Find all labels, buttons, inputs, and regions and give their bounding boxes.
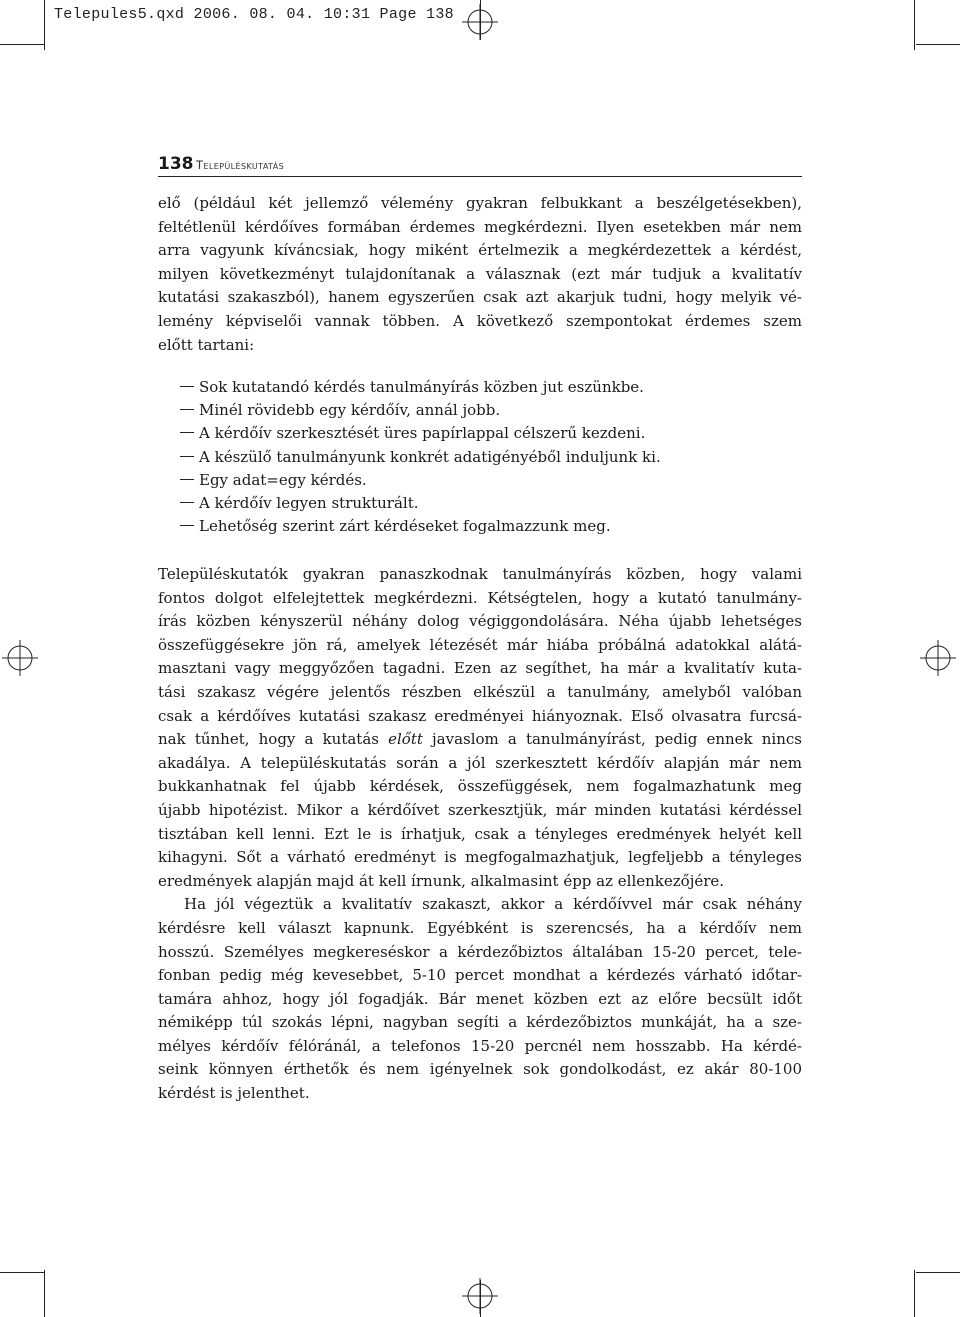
emphasis-text: előtt [388,730,423,749]
crop-mark [916,1272,960,1273]
dash-icon [180,525,194,526]
header-rule [158,176,802,177]
text-line: előtt tartani: [158,335,255,354]
text-line: hosszú. Személyes megkereséskor a kérdezőbiztos általában 15-20 percet, tele- [158,942,802,961]
text-line: tisztában kell lenni. Ezt le is írhatjuk, csak a tényleges eredmények helyét kell [158,824,802,843]
text-line: újabb hipotézist. Mikor a kérdőívet szerkesztjük, már minden kutatási kérdéssel [158,800,802,819]
text-line: csak a kérdőíves kutatási szakasz eredményei hiányoznak. Első olvasatra furcsá- [158,706,802,725]
text-line: kihagyni. Sőt a várható eredményt is megfogalmazhatjuk, legfeljebb a tényleges [158,848,802,867]
text-line: kérdésre kell választ kapnunk. Egyébként is szerencsés, ha a kérdőív nem [158,918,802,937]
text-line: tamára ahhoz, hogy jól fogadják. Bár menet közben ezt az előre becsült időt [158,989,802,1008]
text-line: seink könnyen érthetők és nem igényelnek sok gondolkodást, ez akár 80-100 [158,1060,802,1079]
dash-icon [180,502,194,503]
dash-icon [180,479,194,480]
dash-icon [180,456,194,457]
list-item-text: A készülő tanulmányunk konkrét adatigényéből induljunk ki. [199,447,661,466]
crop-mark [916,44,960,45]
list-item [180,471,661,494]
text-line: fontos dolgot elfelejtettek megkérdezni. Kétségtelen, hogy a kutató tanulmány- [158,588,802,607]
crop-mark [0,44,44,45]
text-line: Ha jól végeztük a kvalitatív szakaszt, akkor a kérdőívvel már csak néhány [184,895,802,914]
list-item-text: Sok kutatandó kérdés tanulmányírás közben jut eszünkbe. [199,378,644,396]
text-line: kutatási szakaszból), hanem egyszerűen csak azt akarjuk tudni, hogy melyik vé- [158,288,802,307]
list-item-text: Minél rövidebb egy kérdőív, annál jobb. [199,401,501,420]
list-item-text: A kérdőív szerkesztését üres papírlappal célszerű kezdeni. [199,424,646,443]
crop-mark [914,1270,915,1317]
body-paragraph [158,563,802,1106]
registration-mark-icon [920,640,956,676]
text-line: némiképp túl szokás lépni, nagyban segíti a kérdezőbiztos munkáját, ha a sze- [158,1013,802,1032]
text-line: írás közben kényszerül néhány dolog végiggondolására. Néha újabb lehetséges [158,612,802,631]
list-item [180,424,661,447]
list-item [180,494,661,517]
text-line: milyen következményt tulajdonítanak a válasznak (ezt már tudjuk a kvalitatív [158,264,802,283]
crop-mark [0,1272,44,1273]
crop-mark [44,1270,45,1317]
text-line: összefüggésekre jön rá, amelyek létezését már hiába próbálná adatokkal alátá- [158,635,802,654]
print-slug: Telepules5.qxd 2006. 08. 04. 10:31 Page 138 [54,6,454,23]
text-line: arra vagyunk kíváncsiak, hogy miként értelmezik a megkérdezettek a kérdést, [158,241,802,260]
guideline-list [180,378,661,540]
text-line: kérdést is jelenthet. [158,1084,310,1103]
text-line: lemény képviselői vannak többen. A következő szempontokat érdemes szem [158,311,802,330]
crop-mark [44,0,45,50]
dash-icon [180,409,194,410]
list-item-text: Lehetőség szerint zárt kérdéseket fogalmazzunk meg. [199,517,611,536]
registration-mark-icon [462,4,498,40]
page-number: 138 [158,154,194,174]
text-line [158,728,802,752]
crop-mark [914,0,915,50]
text-run: javaslom a tanulmányírást, pedig ennek nincs [422,730,802,749]
text-line: akadálya. A településkutatás során a jól szerkesztett kérdőív alapján már nem [158,753,802,772]
running-header [158,154,802,178]
text-line: elő (például két jellemző vélemény gyakran felbukkant a beszélgetésekben), [158,194,802,212]
list-item-text: A kérdőív legyen strukturált. [199,493,419,512]
dash-icon [180,432,194,433]
text-run: nak tűnhet, hogy a kutatás [158,730,389,749]
text-line: masztani vagy meggyőzően tagadni. Ezen az segíthet, ha már a kvalitatív kuta- [158,659,802,678]
text-line: bukkanhatnak fel újabb kérdések, összefüggések, nem fogalmazhatunk meg [158,777,802,796]
text-line: eredmények alapján majd át kell írnunk, alkalmasint épp az ellenkezőjére. [158,871,725,890]
text-line: Településkutatók gyakran panaszkodnak tanulmányírás közben, hogy valami [158,565,802,583]
text-line: fonban pedig még kevesebbet, 5-10 percet mondhat a kérdezés várható időtar- [158,966,802,985]
dash-icon [180,386,194,387]
list-item [180,448,661,471]
list-item [180,401,661,424]
text-line: tási szakasz végére jelentős részben elkészül a tanulmány, amelyből valóban [158,682,802,701]
text-line: mélyes kérdőív félóránál, a telefonos 15-20 percnél nem hosszabb. Ha kérdé- [158,1036,802,1055]
text-line: feltétlenül kérdőíves formában érdemes megkérdezni. Ilyen esetekben már nem [158,217,802,236]
intro-paragraph [158,192,802,357]
registration-mark-icon [2,640,38,676]
list-item-text: Egy adat=egy kérdés. [199,470,367,489]
registration-mark-icon [462,1278,498,1314]
list-item [180,517,661,540]
list-item [180,378,661,401]
running-title: Településkutatás [196,158,285,172]
